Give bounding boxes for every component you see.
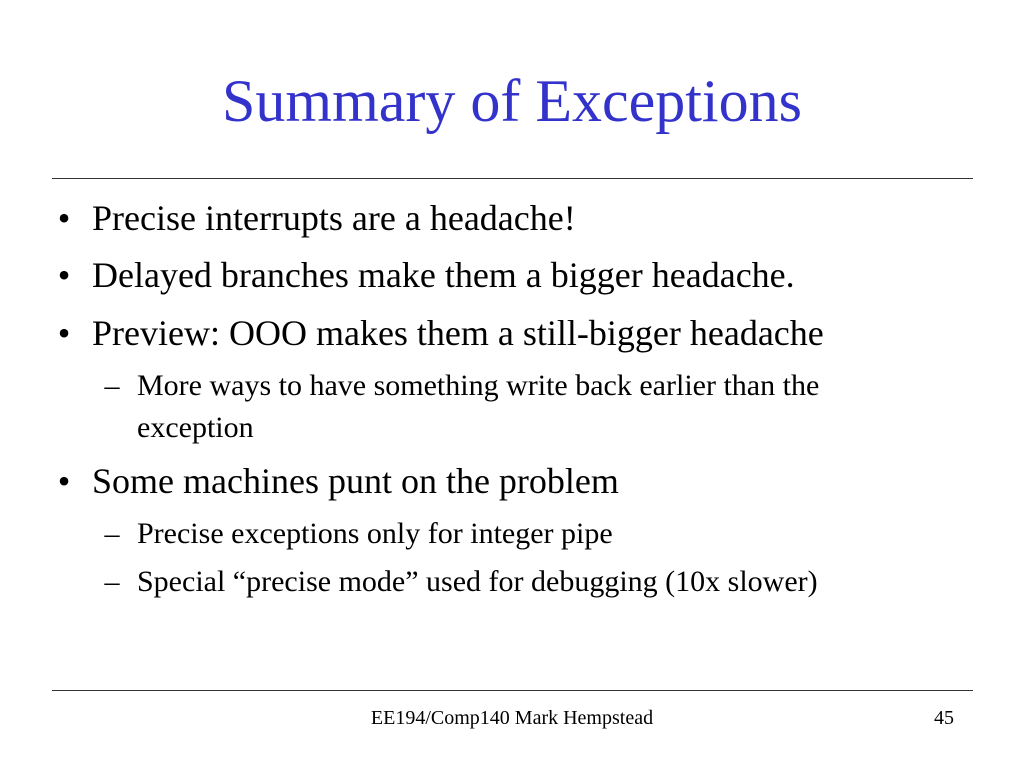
sub-bullet-marker: – bbox=[104, 369, 120, 402]
bullet-marker: • bbox=[57, 198, 71, 238]
footer-divider bbox=[52, 690, 973, 691]
bullet-text: Some machines punt on the problem bbox=[92, 461, 619, 501]
sub-bullet-marker: – bbox=[104, 565, 120, 598]
bullet-text: Precise interrupts are a headache! bbox=[92, 198, 576, 238]
bullet-marker: • bbox=[57, 313, 71, 353]
sub-bullet-text: Precise exceptions only for integer pipe bbox=[137, 517, 613, 550]
footer-author: EE194/Comp140 Mark Hempstead bbox=[370, 707, 654, 729]
sub-bullet-marker: – bbox=[104, 517, 120, 550]
bullet-marker: • bbox=[57, 255, 71, 295]
bullet-text: Preview: OOO makes them a still-bigger headache bbox=[92, 313, 824, 353]
slide-title: Summary of Exceptions bbox=[222, 68, 802, 134]
sub-bullet-text: Special “precise mode” used for debugging (10x slower) bbox=[137, 565, 818, 598]
bullet-text: Delayed branches make them a bigger headache. bbox=[92, 255, 795, 295]
page-number: 45 bbox=[934, 707, 954, 729]
bullet-marker: • bbox=[57, 461, 71, 501]
sub-bullet-text: More ways to have something write back earlier than the exception bbox=[137, 369, 820, 444]
